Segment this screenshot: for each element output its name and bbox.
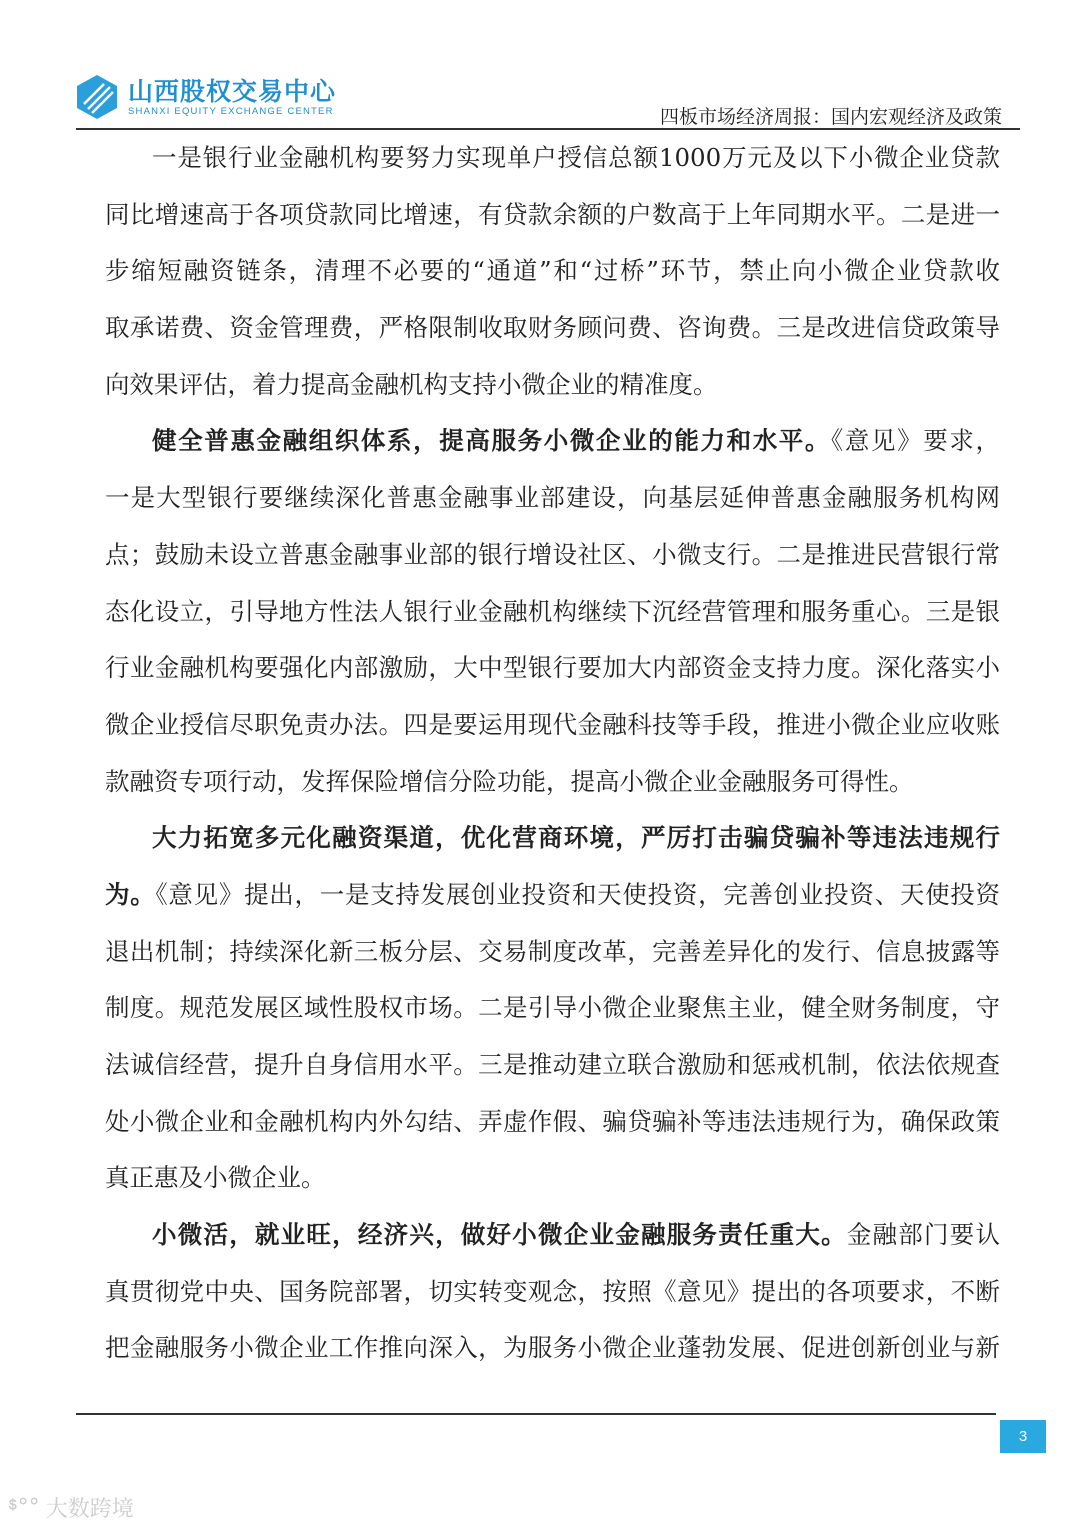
body-text: 一是大型银行要继续深化普惠金融事业部建设，向基层延伸普惠金融服务机构网 <box>105 483 1000 513</box>
bold-heading-text: 为。 <box>105 879 156 909</box>
watermark-text: 大数跨境 <box>45 1497 134 1522</box>
body-text: 行业金融机构要强化内部激励，大中型银行要加大内部资金支持力度。深化落实小 <box>105 653 1000 683</box>
text-line <box>105 413 1000 470</box>
text-line <box>105 1207 1000 1264</box>
text-line <box>105 527 1000 584</box>
body-text: 点；鼓励未设立普惠金融事业部的银行增设社区、小微支行。二是推进民营银行常 <box>105 539 1000 569</box>
text-line <box>105 187 1000 244</box>
document-title: 四板市场经济周报：国内宏观经济及政策 <box>659 106 1002 128</box>
body-text: 处小微企业和金融机构内外勾结、弄虚作假、骗贷骗补等违法违规行为，确保政策 <box>105 1106 1000 1136</box>
logo-english-name: SHANXI EQUITY EXCHANGE CENTER <box>128 105 334 117</box>
document-body <box>105 130 1000 1377</box>
text-line <box>105 470 1000 527</box>
footer-divider <box>76 1413 996 1415</box>
body-text: 取承诺费、资金管理费，严格限制收取财务顾问费、咨询费。三是改进信贷政策导 <box>105 313 1000 343</box>
body-text: 款融资专项行动，发挥保险增信分险功能，提高小微企业金融服务可得性。 <box>105 766 914 796</box>
text-line <box>105 924 1000 981</box>
logo <box>74 74 336 120</box>
text-line <box>105 754 1000 811</box>
body-text: 一是银行业金融机构要努力实现单户授信总额1000万元及以下小微企业贷款 <box>152 143 1000 172</box>
body-text: 同比增速高于各项贷款同比增速，有贷款余额的户数高于上年同期水平。二是进一 <box>105 199 1000 229</box>
text-line <box>105 243 1000 300</box>
body-text: 退出机制；持续深化新三板分层、交易制度改革，完善差异化的发行、信息披露等 <box>105 936 1000 966</box>
body-text: 态化设立，引导地方性法人银行业金融机构继续下沉经营管理和服务重心。三是银 <box>105 596 1000 626</box>
body-text: 《意见》要求， <box>831 426 1000 456</box>
body-text: 金融部门要认 <box>846 1220 1000 1250</box>
body-text: 真贯彻党中央、国务院部署，切实转变观念，按照《意见》提出的各项要求，不断 <box>105 1276 1000 1306</box>
text-line <box>105 810 1000 867</box>
watermark-logo-icon: ᙚ°° <box>8 1495 40 1520</box>
text-line <box>105 697 1000 754</box>
text-line <box>105 300 1000 357</box>
text-line <box>105 584 1000 641</box>
text-line <box>105 1320 1000 1377</box>
body-text: 步缩短融资链条，清理不必要的“通道”和“过桥”环节，禁止向小微企业贷款收 <box>105 256 1000 286</box>
text-line <box>105 1094 1000 1151</box>
text-line <box>105 640 1000 697</box>
text-line <box>105 1150 1000 1207</box>
watermark <box>8 1492 134 1523</box>
body-text: 制度。规范发展区域性股权市场。二是引导小微企业聚焦主业，健全财务制度，守 <box>105 993 1000 1023</box>
text-line <box>105 1037 1000 1094</box>
body-text: 向效果评估，着力提高金融机构支持小微企业的精准度。 <box>105 369 718 399</box>
body-text: 法诚信经营，提升自身信用水平。三是推动建立联合激励和惩戒机制，依法依规查 <box>105 1050 1000 1079</box>
text-line <box>105 357 1000 414</box>
text-line <box>105 130 1000 187</box>
text-line <box>105 867 1000 924</box>
body-text: 《意见》提出，一是支持发展创业投资和天使投资，完善创业投资、天使投资 <box>155 879 1001 909</box>
body-text: 微企业授信尽职免责办法。四是要运用现代金融科技等手段，推进小微企业应收账 <box>105 709 1000 739</box>
bold-heading-text: 小微活，就业旺，经济兴，做好小微企业金融服务责任重大。 <box>152 1220 847 1250</box>
text-line <box>105 1264 1000 1321</box>
page-number: 3 <box>1000 1420 1046 1453</box>
bold-heading-text: 健全普惠金融组织体系，提高服务小微企业的能力和水平。 <box>152 426 832 456</box>
text-line <box>105 980 1000 1037</box>
bold-heading-text: 大力拓宽多元化融资渠道，优化营商环境，严厉打击骗贷骗补等违法违规行 <box>152 823 1000 853</box>
body-text: 真正惠及小微企业。 <box>105 1163 326 1193</box>
body-text: 把金融服务小微企业工作推向深入，为服务小微企业蓬勃发展、促进创新创业与新 <box>105 1333 1000 1363</box>
logo-chinese-name: 山西股权交易中心 <box>128 76 337 106</box>
logo-hexagon-icon <box>74 74 120 120</box>
